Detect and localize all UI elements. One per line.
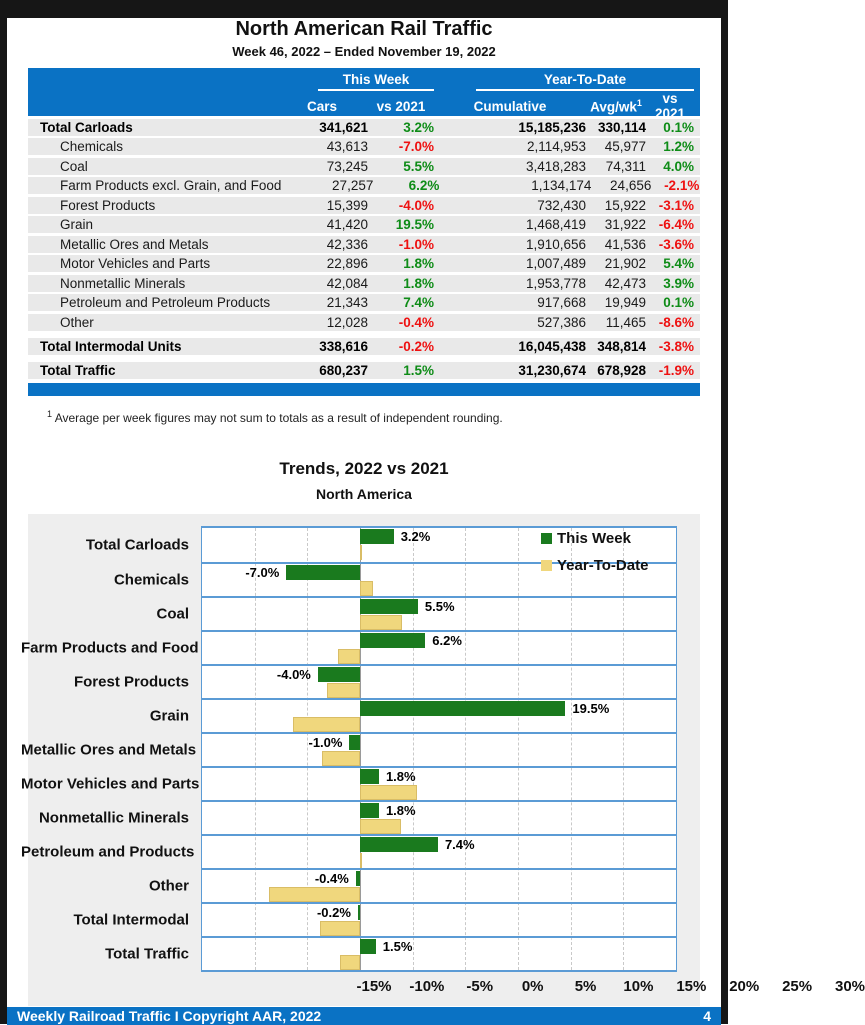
table-row [28, 294, 700, 311]
row-number-value: 2,114,953 [526, 139, 586, 154]
row-percent-value: 1.2% [663, 139, 694, 154]
bar-this-week [360, 837, 438, 852]
row-number-value: 21,902 [604, 256, 646, 271]
row-percent-value: 3.2% [403, 119, 434, 135]
chart-category-label: Farm Products and Food [21, 639, 199, 656]
row-percent-value: 6.2% [408, 178, 440, 193]
bar-this-week [360, 633, 425, 648]
table-row [28, 275, 700, 292]
chart-category-band [21, 630, 676, 664]
bar-this-week [286, 565, 360, 580]
bar-this-week [318, 667, 360, 682]
chart-category-label: Total Carloads [85, 536, 189, 553]
bar-value-label: 1.8% [385, 802, 416, 818]
table-row [28, 314, 700, 331]
bar-value-label: 1.8% [385, 768, 416, 784]
row-number-value: 22,896 [326, 256, 368, 271]
bar-year-to-date [320, 921, 360, 936]
x-axis-tick-label: 10% [623, 977, 654, 995]
row-number-value: 15,922 [604, 197, 646, 213]
legend-swatch-icon [541, 533, 552, 544]
bar-this-week [349, 735, 360, 750]
legend-label: Year-To-Date [557, 556, 649, 574]
row-percent-value: 5.4% [663, 256, 694, 271]
x-axis-tick-label: 20% [729, 977, 760, 995]
row-number-value: 3,418,283 [525, 158, 586, 174]
row-number-value: 1,910,656 [525, 236, 586, 252]
chart-category-band [148, 868, 676, 902]
column-header-cumulative: Cumulative [473, 98, 547, 114]
bar-this-week [360, 599, 418, 614]
table-row [28, 236, 700, 253]
row-number-value: 678,928 [597, 362, 646, 378]
row-number-value: 74,311 [605, 158, 646, 174]
row-number-value: 12,028 [326, 314, 368, 330]
row-number-value: 11,465 [605, 314, 646, 330]
row-label: Nonmetallic Minerals [60, 275, 186, 291]
bar-this-week [360, 769, 379, 784]
chart-title: Trends, 2022 vs 2021 [279, 458, 449, 478]
trends-bar-chart [21, 514, 865, 1006]
row-percent-value: -4.0% [398, 197, 434, 213]
row-percent-value: 0.1% [663, 119, 694, 135]
row-percent-value: -3.6% [658, 236, 694, 252]
row-number-value: 338,616 [319, 338, 368, 354]
table-row [28, 255, 700, 272]
report-page [7, 18, 865, 1025]
row-label: Motor Vehicles and Parts [60, 256, 211, 271]
x-axis-tick-label: -5% [466, 977, 494, 995]
chart-category-label: Other [148, 877, 189, 894]
x-axis-tick-label: -15% [356, 977, 392, 995]
table-row [28, 338, 700, 355]
row-percent-value: 1.8% [403, 275, 434, 291]
bar-value-label: 7.4% [444, 836, 475, 852]
bar-value-label: 6.2% [432, 632, 462, 648]
row-number-value: 27,257 [332, 178, 374, 193]
row-number-value: 31,230,674 [518, 362, 586, 378]
chart-category-label: Total Traffic [105, 945, 189, 962]
table-bottom-bar [28, 383, 700, 396]
chart-category-band [156, 596, 676, 630]
table-column-header-row [28, 91, 700, 121]
x-axis-tick-label: -10% [409, 977, 445, 995]
rail-traffic-table [28, 68, 700, 396]
bar-year-to-date [360, 785, 417, 800]
row-percent-value: -3.1% [658, 197, 694, 213]
footer-bar [7, 1007, 721, 1025]
row-number-value: 16,045,438 [518, 338, 586, 354]
row-number-value: 341,621 [319, 119, 368, 135]
row-number-value: 43,613 [326, 139, 368, 154]
avg-wk-footnote-marker: 1 [636, 97, 642, 108]
bar-value-label: -4.0% [276, 666, 311, 682]
chart-category-label: Metallic Ores and Metals [21, 741, 197, 758]
bar-value-label: -0.2% [316, 904, 351, 920]
row-percent-value: -1.9% [658, 362, 694, 378]
table-row [28, 216, 700, 233]
chart-category-band [73, 902, 676, 936]
page-subtitle: Week 46, 2022 – Ended November 19, 2022 [232, 44, 496, 59]
row-percent-value: 0.1% [663, 295, 694, 310]
column-header-cars-vs-2021: vs 2021 [376, 98, 426, 114]
row-label: Total Carloads [40, 119, 133, 135]
row-percent-value: -0.2% [398, 338, 434, 354]
row-number-value: 73,245 [326, 158, 368, 174]
chart-category-label: Grain [149, 707, 189, 724]
chart-category-band [105, 936, 676, 970]
table-body [28, 119, 700, 379]
legend-swatch-icon [541, 560, 552, 571]
chart-category-label: Petroleum and Products [21, 843, 195, 860]
row-number-value: 42,336 [326, 236, 368, 252]
chart-subtitle: North America [316, 485, 412, 502]
footnote-text: Average per week figures may not sum to totals as a result of independent rounding. [54, 410, 503, 425]
bar-this-week [360, 529, 394, 544]
row-percent-value: 5.5% [403, 158, 434, 174]
row-percent-value: -7.0% [398, 139, 434, 154]
row-number-value: 680,237 [319, 362, 368, 378]
row-number-value: 19,949 [604, 295, 646, 310]
row-number-value: 917,668 [537, 295, 586, 310]
column-header-cars: Cars [306, 98, 338, 114]
bar-this-week [356, 871, 360, 886]
row-number-value: 732,430 [537, 197, 586, 213]
row-percent-value: 3.9% [663, 275, 694, 291]
chart-category-label: Total Intermodal [73, 911, 189, 928]
row-number-value: 1,468,419 [525, 217, 586, 232]
row-percent-value: 1.8% [403, 256, 434, 271]
chart-category-band [73, 664, 676, 698]
chart-legend [541, 530, 648, 584]
chart-category-label: Nonmetallic Minerals [38, 809, 189, 826]
chart-category-band [38, 800, 676, 834]
table-row [28, 362, 700, 379]
chart-category-label: Coal [156, 605, 189, 622]
column-header-ytd-vs-2021: vs 2021 [654, 91, 686, 121]
table-row [28, 138, 700, 155]
row-label: Forest Products [60, 197, 156, 213]
row-number-value: 42,084 [326, 275, 368, 291]
footnote-marker: 1 [47, 408, 53, 419]
table-row [28, 177, 700, 194]
chart-category-band [21, 766, 676, 800]
row-number-value: 42,473 [604, 275, 646, 291]
table-row [28, 158, 700, 175]
bar-year-to-date [360, 853, 362, 868]
row-number-value: 1,007,489 [525, 256, 586, 271]
x-axis-tick-label: 25% [782, 977, 813, 995]
chart-x-axis [356, 976, 865, 998]
table-group-header-row [28, 72, 700, 91]
bar-this-week [358, 905, 360, 920]
bar-year-to-date [360, 545, 362, 560]
row-number-value: 45,977 [604, 139, 646, 154]
legend-item [541, 530, 648, 547]
row-percent-value: -1.0% [398, 236, 434, 252]
x-axis-tick-label: 5% [574, 977, 597, 995]
row-percent-value: -2.1% [664, 178, 700, 193]
row-label: Other [60, 314, 94, 330]
chart-category-band [149, 698, 676, 732]
row-number-value: 21,343 [326, 295, 368, 310]
bar-year-to-date [360, 819, 401, 834]
x-axis-tick-label: 15% [676, 977, 707, 995]
row-label: Metallic Ores and Metals [60, 236, 209, 252]
table-row [28, 197, 700, 214]
legend-item [541, 557, 648, 574]
chart-plot-area [21, 526, 677, 972]
row-percent-value: 19.5% [395, 217, 434, 232]
bar-this-week [360, 701, 565, 716]
row-number-value: 15,185,236 [518, 119, 586, 135]
chart-category-band [21, 834, 676, 868]
chart-category-label: Motor Vehicles and Parts [21, 775, 200, 792]
group-header-this-week: This Week [318, 72, 434, 91]
row-label: Farm Products excl. Grain, and Food [60, 178, 282, 193]
row-number-value: 348,814 [597, 338, 646, 354]
footer-text: Weekly Railroad Traffic I Copyright AAR, 2022 [17, 1008, 322, 1024]
row-number-value: 24,656 [610, 178, 652, 193]
bar-value-label: 19.5% [572, 700, 610, 716]
bar-value-label: 1.5% [382, 938, 413, 954]
chart-category-label: Chemicals [113, 571, 189, 588]
x-axis-tick-label: 0% [521, 977, 544, 995]
row-label: Chemicals [60, 139, 124, 154]
bar-value-label: 5.5% [424, 598, 455, 614]
bar-value-label: -7.0% [245, 564, 280, 580]
column-header-avg-wk: Avg/$wk^1$ [590, 97, 642, 115]
table-footnote [47, 409, 721, 425]
row-number-value: 527,386 [537, 314, 586, 330]
bar-year-to-date [360, 615, 402, 630]
bar-value-label: 3.2% [400, 528, 431, 544]
chart-category-label: Forest Products [73, 673, 189, 690]
row-label: Total Intermodal Units [40, 338, 182, 354]
row-number-value: 330,114 [597, 119, 646, 135]
table-header [28, 68, 700, 121]
row-percent-value: 7.4% [403, 295, 434, 310]
group-header-year-to-date: Year-To-Date [476, 72, 694, 91]
bar-value-label: -0.4% [314, 870, 349, 886]
table-row [28, 119, 700, 136]
legend-label: This Week [557, 529, 631, 547]
row-number-value: 41,536 [604, 236, 646, 252]
row-label: Total Traffic [40, 362, 116, 378]
bar-year-to-date [340, 955, 360, 970]
bar-value-label: -1.0% [308, 734, 343, 750]
bar-year-to-date [269, 887, 360, 902]
row-number-value: 1,134,174 [531, 178, 592, 193]
page-title: North American Rail Traffic [235, 18, 493, 40]
footer-page-number: 4 [703, 1008, 711, 1024]
bar-year-to-date [322, 751, 360, 766]
bar-year-to-date [293, 717, 360, 732]
row-percent-value: 1.5% [403, 362, 434, 378]
row-number-value: 15,399 [326, 197, 368, 213]
row-label: Grain [60, 217, 94, 232]
row-percent-value: -6.4% [658, 217, 694, 232]
bar-this-week [360, 803, 379, 818]
x-axis-tick-label: 30% [834, 977, 865, 995]
row-label: Petroleum and Petroleum Products [60, 295, 271, 310]
bar-year-to-date [338, 649, 360, 664]
row-number-value: 1,953,778 [525, 275, 586, 291]
row-label: Coal [60, 158, 88, 174]
bar-year-to-date [327, 683, 360, 698]
bar-this-week [360, 939, 376, 954]
bar-year-to-date [360, 581, 373, 596]
chart-category-band [21, 732, 676, 766]
row-number-value: 31,922 [604, 217, 646, 232]
row-number-value: 41,420 [326, 217, 368, 232]
row-percent-value: -0.4% [398, 314, 434, 330]
row-percent-value: -8.6% [658, 314, 694, 330]
row-percent-value: 4.0% [663, 158, 694, 174]
row-percent-value: -3.8% [658, 338, 694, 354]
